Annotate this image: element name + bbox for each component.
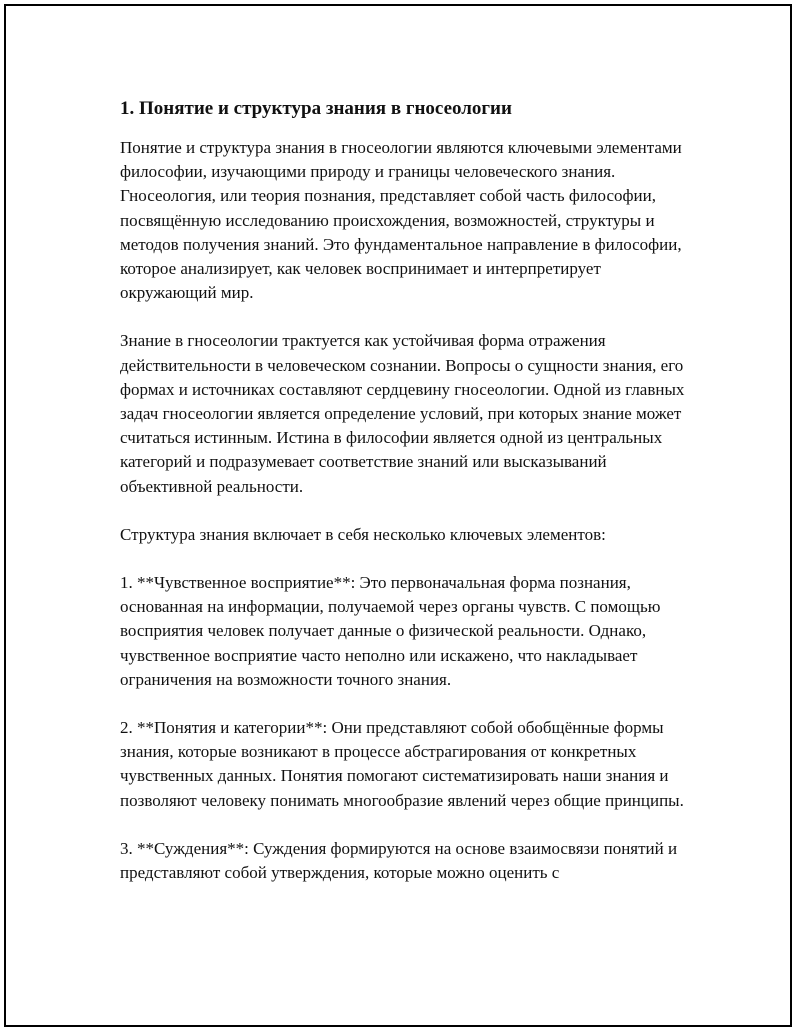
list-item-perception: 1. **Чувственное восприятие**: Это первоначальная форма познания, основанная на информации, получаемой через органы чувств. С помощью восприятия человек получает данные о физической реальности. Однако, чувственное восприятие часто неполно или искажено, что накладывает ограничения на возможности точного знания. [120, 573, 661, 689]
list-item-concepts: 2. **Понятия и категории**: Они представляют собой обобщённые формы знания, которые возникают в процессе абстрагирования от конкретных чувственных данных. Понятия помогают систематизировать наши знания и позволяют человеку понимать многообразие явлений через общие принципы. [120, 718, 684, 810]
document-body [120, 96, 700, 909]
paragraph-intro: Понятие и структура знания в гносеологии являются ключевыми элементами философии, изучающими природу и границы человеческого знания. Гносеология, или теория познания, представляет собой часть философии, посвящённую исследованию происхождения, возможностей, структуры и методов получения знаний. Это фундаментальное направление в философии, которое анализирует, как человек воспринимает и интерпретирует окружающий мир. [120, 138, 682, 303]
section-heading: 1. Понятие и структура знания в гносеологии [120, 98, 512, 119]
paragraph-structure-intro: Структура знания включает в себя несколько ключевых элементов: [120, 524, 606, 544]
list-item-judgments: 3. **Суждения**: Суждения формируются на основе взаимосвязи понятий и представляют собой утверждения, которые можно оценить с [120, 838, 678, 883]
paragraph-knowledge: Знание в гносеологии трактуется как устойчивая форма отражения действительности в человеческом сознании. Вопросы о сущности знания, его формах и источниках составляют сердцевину гносеологии. Одной из главных задач гносеологии является определение условий, при которых знание может считаться истинным. Истина в философии является одной из центральных категорий и подразумевает соответствие знаний или высказываний объективной реальности. [120, 331, 685, 496]
page-frame [4, 4, 792, 1027]
